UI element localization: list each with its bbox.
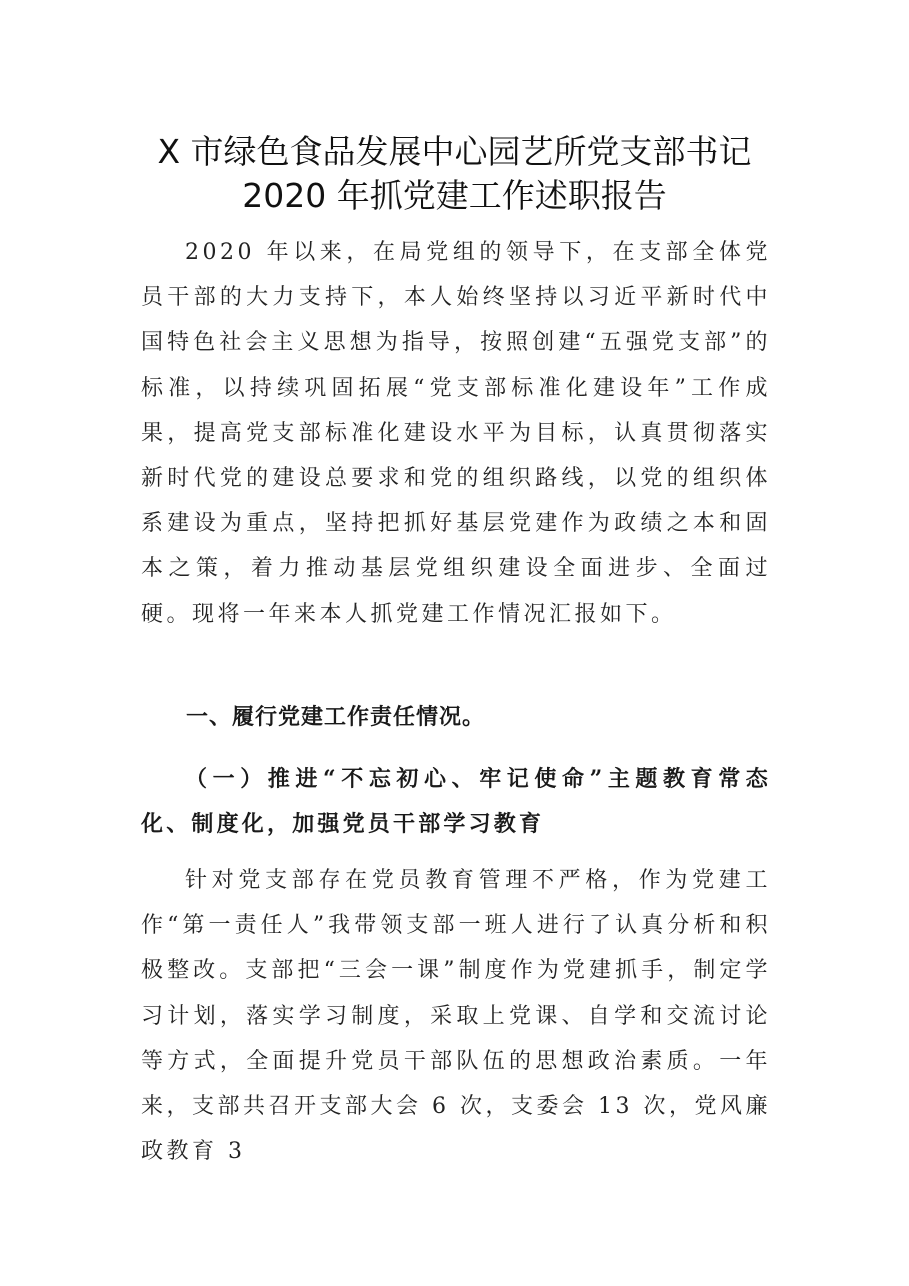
body-paragraph-2: 针对党支部存在党员教育管理不严格，作为党建工作“第一责任人”我带领支部一班人进行了认真分析和积极整改。支部把“三会一课”制度作为党建抓手，制定学习计划，落实学习制度，采取上党课、自学和交流讨论等方式，全面提升党员干部队伍的思想政治素质。一年来，支部共召开支部大会 6 次，支委会 13 次，党风廉政教育 3: [141, 868, 771, 1165]
subsection-heading-1: （一）推进“不忘初心、牢记使命”主题教育常态化、制度化，加强党员干部学习教育: [141, 766, 771, 838]
document-title-line-2: 2020 年抓党建工作述职报告: [242, 176, 667, 215]
intro-paragraph: 2020 年以来，在局党组的领导下，在支部全体党员干部的大力支持下，本人始终坚持以习近平新时代中国特色社会主义思想为指导，按照创建“五强党支部”的标准，以持续巩固拓展“党支部标准化建设年”工作成果，提高党支部标准化建设水平为目标，认真贯彻落实新时代党的建设总要求和党的组织路线，以党的组织体系建设为重点，坚持把抓好基层党建作为政绩之本和固本之策，着力推动基层党组织建设全面进步、全面过硬。现将一年来本人抓党建工作情况汇报如下。: [141, 240, 771, 627]
document-title-line-1: X 市绿色食品发展中心园艺所党支部书记: [157, 132, 752, 171]
section-heading-1: 一、履行党建工作责任情况。: [186, 705, 486, 730]
